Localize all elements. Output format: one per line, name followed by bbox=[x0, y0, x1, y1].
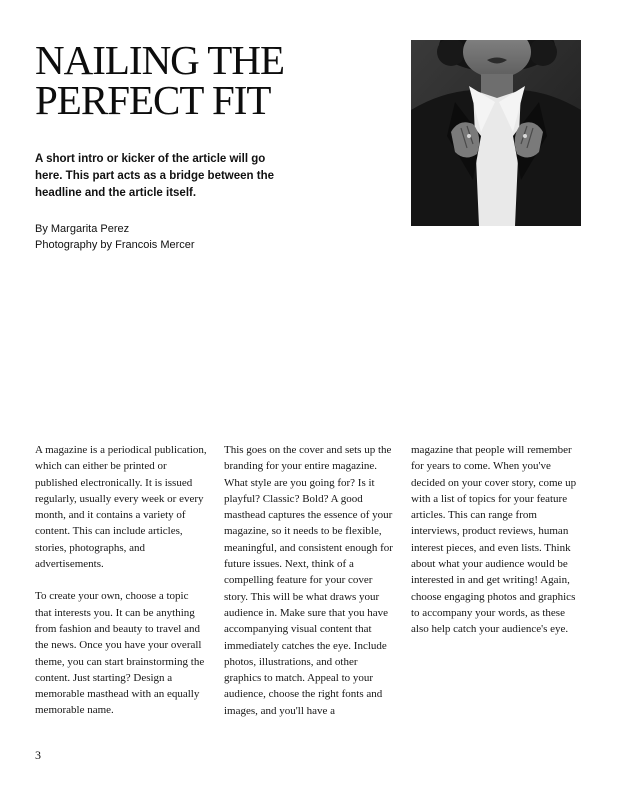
headline-line-1: NAILING THE bbox=[35, 37, 284, 83]
body-column-1 bbox=[35, 442, 207, 735]
headline-line-2: PERFECT FIT bbox=[35, 77, 271, 123]
body-paragraph: magazine that people will remember for years to come. When you've decided on your cover story, come up with a list of topics for your feature articles. This can range from interviews, product reviews, human interest pieces, and even lists. Think about what your audience would be interested in and get writing! Again, choose engaging photos and graphics to accompany your words, as these also help catch your audience's eye. bbox=[411, 444, 577, 636]
photographer-credit: Photography by Francois Mercer bbox=[35, 239, 195, 251]
body-paragraph: This goes on the cover and sets up the branding for your entire magazine. What style are you going for? Is it playful? Classic? Bold? A good masthead captures the essence of your magazine, so it needs to be flexible, meaningful, and consistent enough for future issues. Next, think of a compelling feature for your cover story. This will be what draws your audience in. Make sure that you have accompanying visual content that immediately catches the eye. Include photos, illustrations, and other graphics to match. Appeal to your audience, choose the right fonts and images, and you'll have a bbox=[224, 444, 393, 717]
article-kicker: A short intro or kicker of the article will go here. This part acts as a bridge between the headline and the article itself. bbox=[35, 153, 275, 199]
body-column-2 bbox=[224, 442, 396, 735]
body-paragraph: A magazine is a periodical publication, which can either be printed or published electronically. It is issued regularly, usually every week or every month, and it contains a variety of content. This can include articles, stories, photographs, and advertisements. bbox=[35, 444, 207, 571]
page-number: 3 bbox=[35, 748, 41, 762]
article-headline bbox=[35, 37, 284, 123]
article-credits bbox=[35, 221, 195, 253]
author-credit: By Margarita Perez bbox=[35, 223, 130, 235]
body-column-3 bbox=[411, 442, 583, 654]
feature-photo bbox=[411, 40, 581, 226]
portrait-illustration bbox=[411, 40, 581, 226]
body-paragraph: To create your own, choose a topic that interests you. It can be anything from fashion and beauty to travel and the news. Once you have your overall theme, you can start brainstorming the content. Just starting? Design a memorable masthead with an equally memorable name. bbox=[35, 590, 205, 717]
